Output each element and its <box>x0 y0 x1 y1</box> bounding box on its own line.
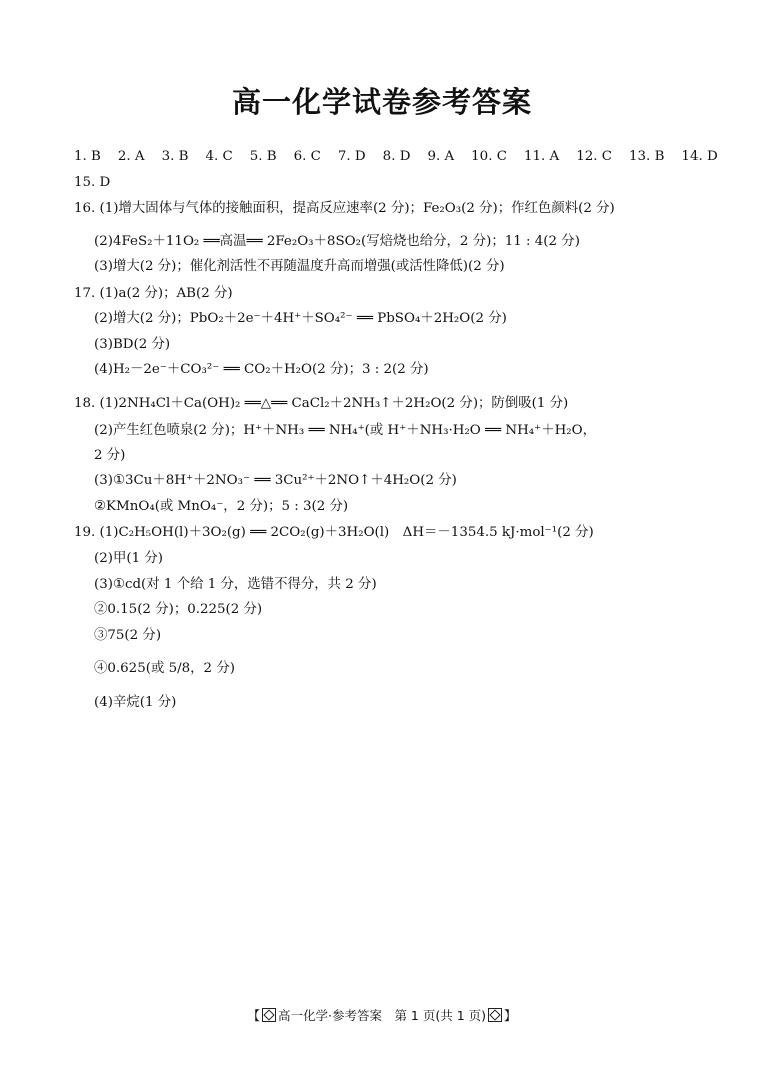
answer-line: (3)①cd(对 1 个给 1 分，选错不得分，共 2 分) <box>94 577 377 592</box>
answer-line: 19. (1)C₂H₅OH(l)＋3O₂(g) ══ 2CO₂(g)＋3H₂O(l) ΔH＝－1354.5 kJ·mol⁻¹(2 分) <box>74 525 594 540</box>
answer-line: (3)BD(2 分) <box>94 337 171 352</box>
mc-answer: 9. A <box>427 149 455 164</box>
answer-line: (3)①3Cu＋8H⁺＋2NO₃⁻ ══ 3Cu²⁺＋2NO↑＋4H₂O(2 分) <box>94 473 457 488</box>
mc-answers-line-1 <box>74 148 735 166</box>
answer-line: (2)4FeS₂＋11O₂ ══高温══ 2Fe₂O₃＋8SO₂(写焙烧也给分，2 分)；11 : 4(2 分) <box>94 234 580 249</box>
mc-answer: 11. A <box>523 149 560 164</box>
mc-answer: 4. C <box>205 149 233 164</box>
answer-line: ②0.15(2 分)；0.225(2 分) <box>94 602 263 617</box>
mc-answer: 2. A <box>117 149 145 164</box>
answer-line: (2)产生红色喷泉(2 分)；H⁺＋NH₃ ══ NH₄⁺(或 H⁺＋NH₃·H₂O ══ NH₄⁺＋H₂O， <box>94 423 597 438</box>
answer-line: ④0.625(或 5/8，2 分) <box>94 661 235 676</box>
mc-answer: 10. C <box>471 149 507 164</box>
answer-line: (4)H₂－2e⁻＋CO₃²⁻ ══ CO₂＋H₂O(2 分)；3 : 2(2 分) <box>94 362 429 377</box>
mc-answer: 3. B <box>161 149 189 164</box>
answer-line: ③75(2 分) <box>94 628 162 643</box>
answer-line: (4)辛烷(1 分) <box>94 695 177 710</box>
answer-line: (3)增大(2 分)；催化剂活性不再随温度升高而增强(或活性降低)(2 分) <box>94 259 505 274</box>
answer-line: (2)甲(1 分) <box>94 551 163 566</box>
answer-line: 16. (1)增大固体与气体的接触面积，提高反应速率(2 分)；Fe₂O₃(2 分)；作红色颜料(2 分) <box>74 201 615 216</box>
answer-line: 18. (1)2NH₄Cl＋Ca(OH)₂ ══△══ CaCl₂＋2NH₃↑＋2H₂O(2 分)；防倒吸(1 分) <box>74 396 569 411</box>
answer-line: (2)增大(2 分)；PbO₂＋2e⁻＋4H⁺＋SO₄²⁻ ══ PbSO₄＋2H₂O(2 分) <box>94 311 507 326</box>
page-footer: 【 高一化学·参考答案 第 1 页(共 1 页) 】 <box>247 1008 517 1023</box>
mc-answer: 7. D <box>337 149 366 164</box>
mc-answer: 14. D <box>681 149 718 164</box>
mc-answer: 12. C <box>576 149 613 164</box>
answer-line: ②KMnO₄(或 MnO₄⁻，2 分)；5 : 3(2 分) <box>94 499 349 514</box>
answer-line: 2 分) <box>94 448 126 463</box>
footer-box-icon <box>488 1008 502 1022</box>
mc-answer: 5. B <box>249 149 277 164</box>
mc-answers-line-2: 15. D <box>74 175 111 190</box>
mc-answer: 13. B <box>629 149 665 164</box>
mc-answer: 6. C <box>293 149 321 164</box>
mc-answer: 1. B <box>74 149 101 164</box>
page-title: 高一化学试卷参考答案 <box>231 85 532 119</box>
footer-text: 高一化学·参考答案 第 1 页(共 1 页) <box>277 1008 487 1023</box>
answer-line: 17. (1)a(2 分)；AB(2 分) <box>74 286 233 301</box>
footer-box-icon <box>262 1008 276 1022</box>
mc-answer: 8. D <box>382 149 411 164</box>
